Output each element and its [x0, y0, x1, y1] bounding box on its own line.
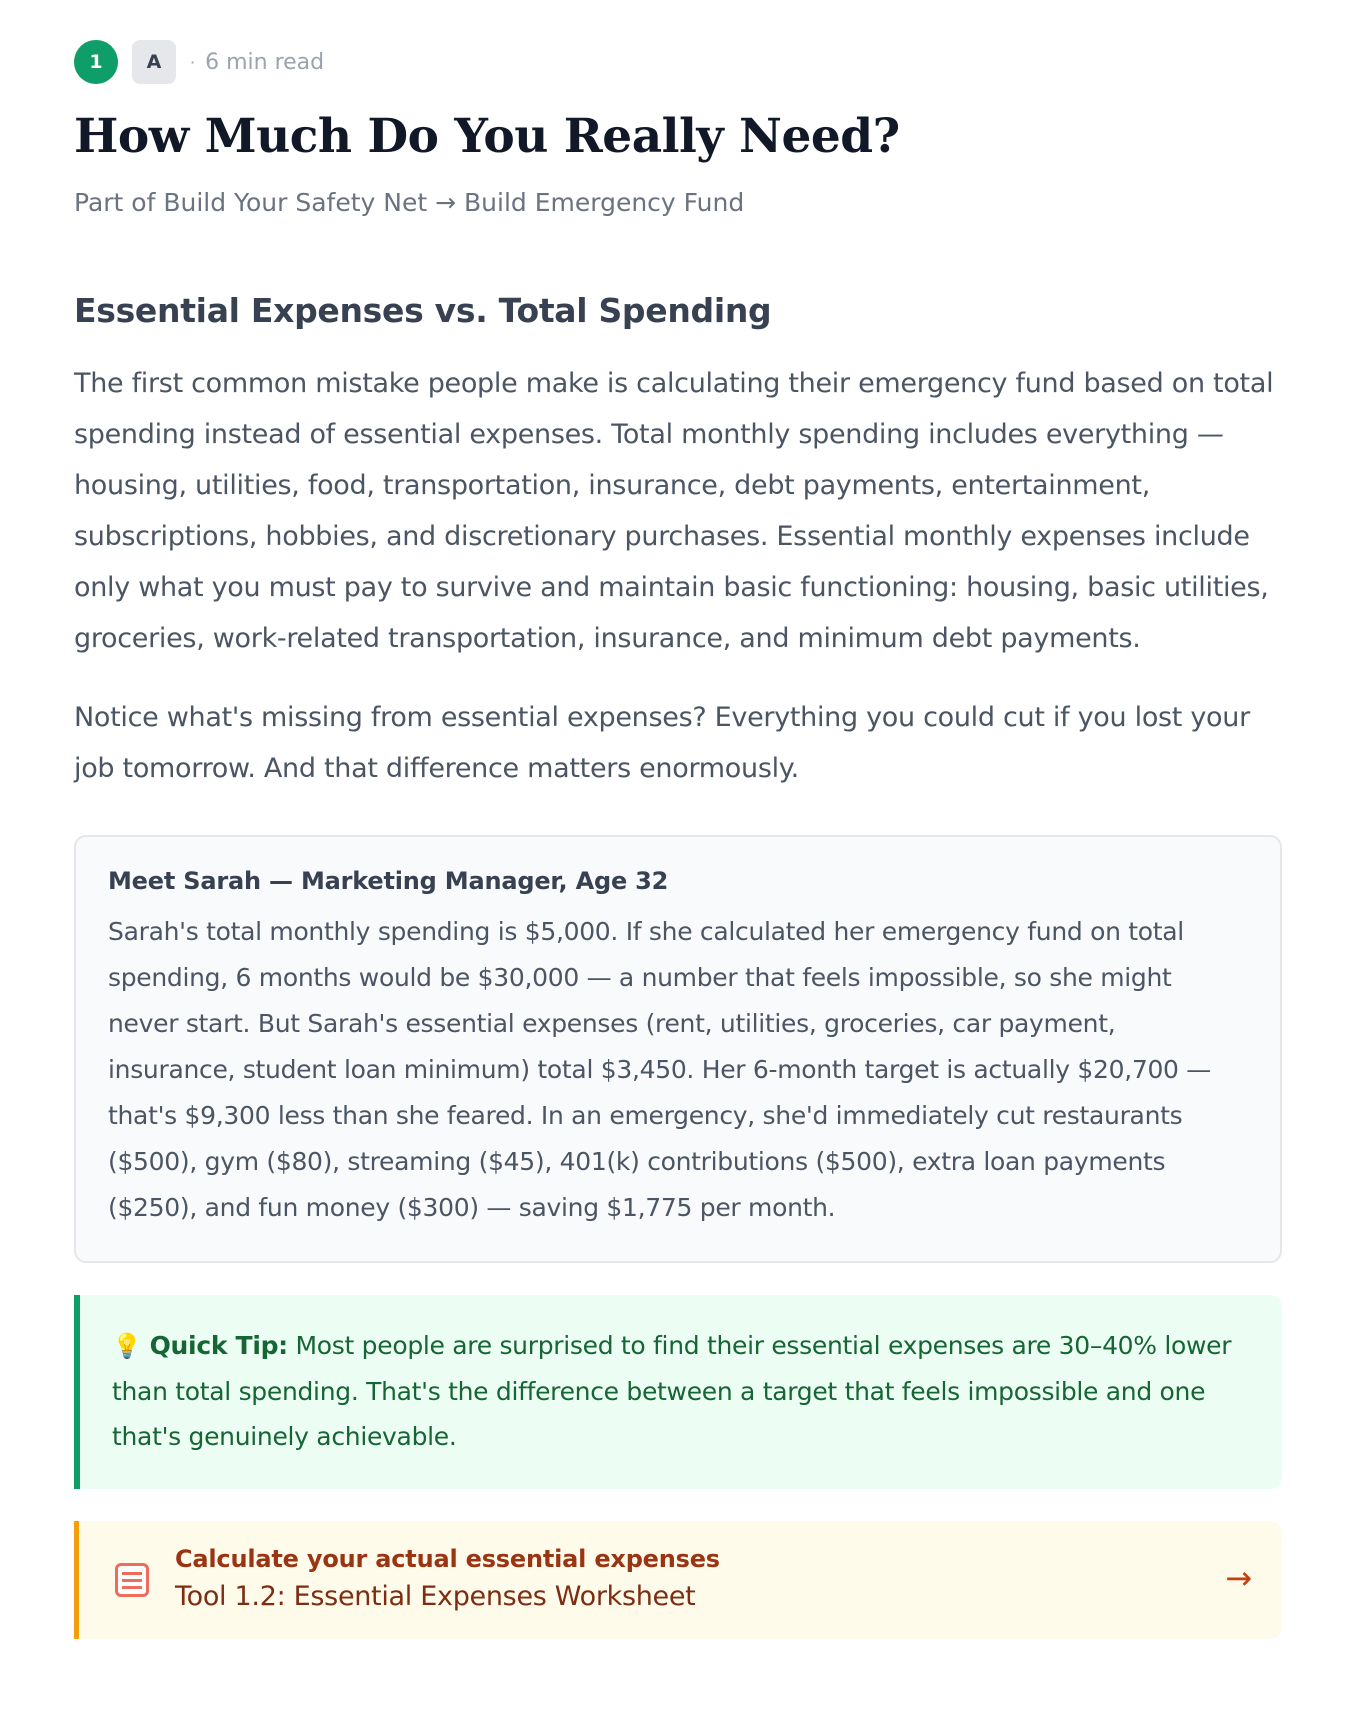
example-story-card [74, 835, 1282, 1263]
quick-tip-callout [74, 1295, 1282, 1489]
page-title: How Much Do You Really Need? [74, 109, 900, 164]
abacus-icon [115, 1563, 149, 1597]
breadcrumb: Part of Build Your Safety Net → Build Emergency Fund [74, 188, 745, 218]
story-title: Meet Sarah — Marketing Manager, Age 32 [108, 867, 669, 896]
meta-separator: · [190, 52, 196, 72]
body-paragraph-2: Notice what's missing from essential expenses? Everything you could cut if you lost your job tomorrow. And that difference matters enormously. [74, 702, 1250, 785]
tool-name: Tool 1.2: Essential Expenses Worksheet [175, 1581, 696, 1613]
tool-link-card[interactable] [74, 1521, 1282, 1639]
tip-text: Most people are surprised to find their essential expenses are 30–40% lower than total spending. That's the difference between a target that feels impossible and one that's genuinely achievable. [112, 1331, 1232, 1452]
story-body: Sarah's total monthly spending is $5,000. If she calculated her emergency fund on total spending, 6 months would be $30,000 — a number that feels impossible, so she might never start. But Sarah's essential expenses (rent, utilities, groceries, car payment, insurance, student loan minimum) total $3,450. Her 6-month target is actually $20,700 — that's $9,300 less than she feared. In an emergency, she'd immediately cut restaurants ($500), gym ($80), streaming ($45), 401(k) contributions ($500), extra loan payments ($250), and fun money ($300) — saving $1,775 per month. [108, 917, 1212, 1223]
author-avatar: A [132, 40, 176, 84]
tool-text [175, 1545, 720, 1612]
lightbulb-icon: 💡 [112, 1332, 142, 1361]
lesson-meta [74, 40, 1284, 84]
tool-action-label: Calculate your actual essential expenses [175, 1545, 720, 1574]
section-heading: Essential Expenses vs. Total Spending [74, 291, 772, 331]
read-time: 6 min read [205, 49, 325, 75]
step-badge: 1 [74, 40, 118, 84]
arrow-right-icon[interactable]: → [1225, 1559, 1252, 1598]
lesson-page [74, 40, 1284, 1639]
body-paragraph-1: The first common mistake people make is calculating their emergency fund based on total spending instead of essential expenses. Total monthly spending includes everything — housing, utilities, food, transportation, insurance, debt payments, entertainment, subscriptions, hobbies, and discretionary purchases. Essential monthly expenses include only what you must pay to survive and maintain basic functioning: housing, basic utilities, groceries, work-related transportation, insurance, and minimum debt payments. [74, 368, 1274, 655]
tip-label: Quick Tip: [149, 1331, 288, 1361]
